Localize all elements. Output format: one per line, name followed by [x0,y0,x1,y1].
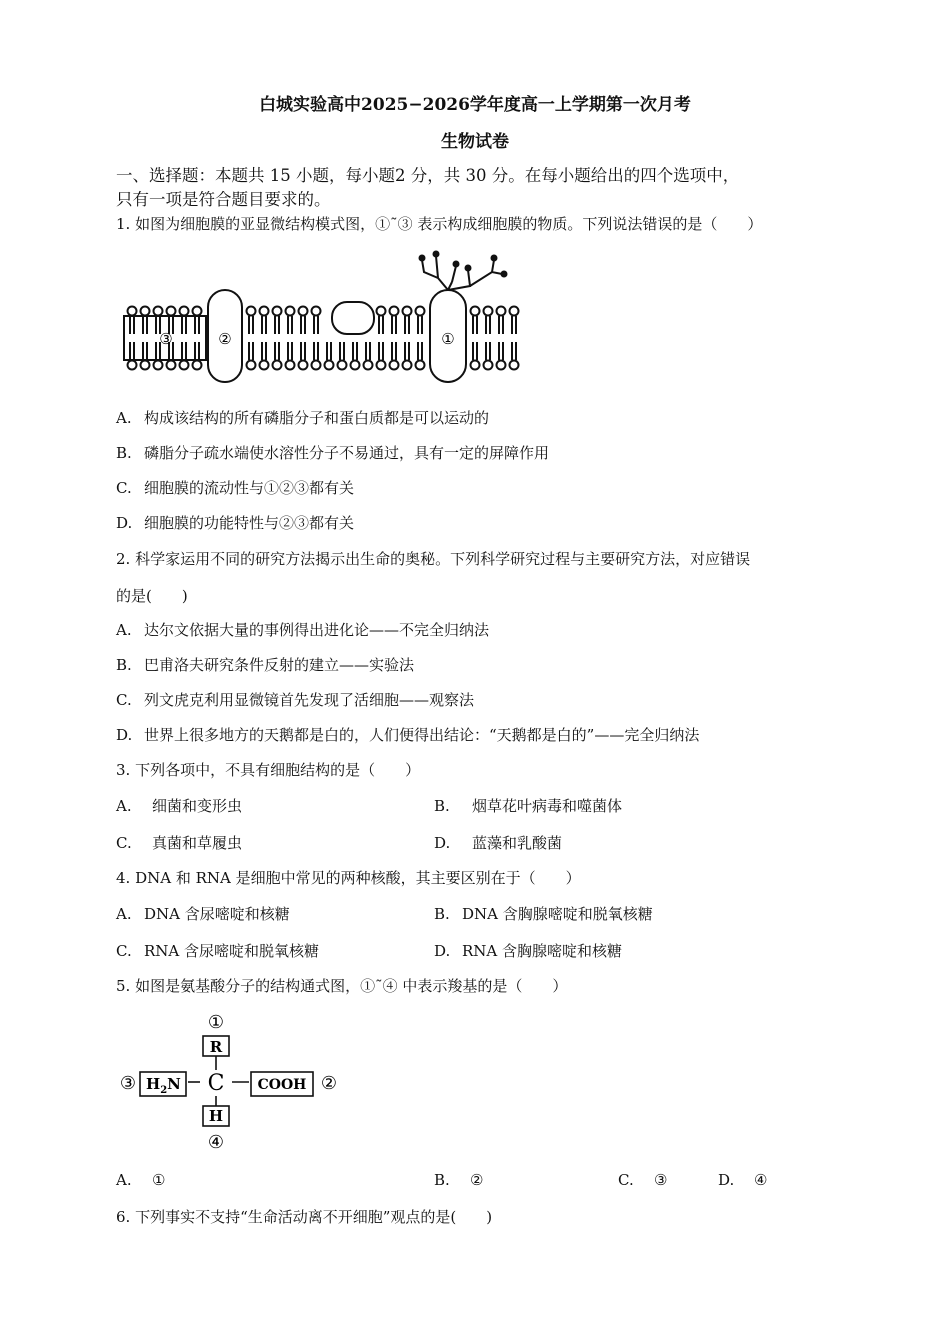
q2-option-d[interactable]: D. 世界上很多地方的天鹅都是白的，人们便得出结论：“天鹅都是白的”——完全归纳法 [116,726,700,744]
cell-membrane-diagram [116,248,526,388]
box-h: H [208,1107,224,1125]
question-2-stem-line2: 的是( ) [116,587,188,605]
exam-subtitle: 生物试卷 [441,132,509,152]
q4-option-b[interactable]: B. DNA 含胸腺嘧啶和脱氧核糖 [434,905,653,923]
q3-option-b[interactable]: B. 烟草花叶病毒和噬菌体 [434,797,623,815]
peripheral-protein [332,302,374,334]
num-2: ② [320,1073,338,1094]
box-r: R [209,1038,223,1056]
exam-title: 白城实验高中2025−2026学年度高一上学期第一次月考 [259,95,691,115]
box-h2n: $H_2N$ [146,1075,181,1096]
q5-option-d[interactable]: D. ④ [718,1171,768,1189]
question-2-stem-line1: 2. 科学家运用不同的研究方法揭示出生命的奥秘。下列科学研究过程与主要研究方法，对应错误 [116,550,751,568]
q5-option-b[interactable]: B. ② [434,1171,484,1189]
question-5-stem: 5. 如图是氨基酸分子的结构通式图，①˜④ 中表示羧基的是（ ） [116,977,568,995]
q1-option-d[interactable]: D. 细胞膜的功能特性与②③都有关 [116,514,355,532]
q5-option-c[interactable]: C. ③ [618,1171,668,1189]
q1-option-b[interactable]: B. 磷脂分子疏水端使水溶性分子不易通过，具有一定的屏障作用 [116,444,550,462]
question-6-stem: 6. 下列事实不支持“生命活动离不开细胞”观点的是( ) [116,1208,493,1226]
q1-option-a[interactable]: A. 构成该结构的所有磷脂分子和蛋白质都是可以运动的 [116,409,490,427]
question-3-stem: 3. 下列各项中，不具有细胞结构的是（ ） [116,761,421,779]
label-2: ② [218,330,232,348]
q3-option-d[interactable]: D. 蓝藻和乳酸菌 [434,834,563,852]
box-cooh: COOH [257,1077,307,1093]
q3-option-a[interactable]: A. 细菌和变形虫 [116,797,243,815]
question-1-stem: 1. 如图为细胞膜的亚显微结构模式图，①˜③ 表示构成细胞膜的物质。下列说法错误的是（ ） [116,215,763,233]
section-heading-line1: 一、选择题：本题共 15 小题，每小题2 分，共 30 分。在每小题给出的四个选项中， [116,166,740,185]
num-3: ③ [119,1073,137,1094]
q5-option-a[interactable]: A. ① [116,1171,166,1189]
label-3: ③ [159,330,173,348]
q2-option-b[interactable]: B. 巴甫洛夫研究条件反射的建立——实验法 [116,656,415,674]
section-heading-line2: 只有一项是符合题目要求的。 [116,190,331,209]
alpha-carbon: C [207,1071,225,1096]
num-4: ④ [207,1132,225,1153]
q4-option-d[interactable]: D. RNA 含胸腺嘧啶和核糖 [434,942,623,960]
num-1: ① [207,1012,225,1033]
amino-acid-diagram [116,1010,346,1155]
question-4-stem: 4. DNA 和 RNA 是细胞中常见的两种核酸，其主要区别在于（ ） [116,869,581,887]
q1-option-c[interactable]: C. 细胞膜的流动性与①②③都有关 [116,479,355,497]
q4-option-c[interactable]: C. RNA 含尿嘧啶和脱氧核糖 [116,942,320,960]
label-1: ① [441,330,455,348]
q2-option-a[interactable]: A. 达尔文依据大量的事例得出进化论——不完全归纳法 [116,621,490,639]
q2-option-c[interactable]: C. 列文虎克利用显微镜首先发现了活细胞——观察法 [116,691,475,709]
q3-option-c[interactable]: C. 真菌和草履虫 [116,834,243,852]
q4-option-a[interactable]: A. DNA 含尿嘧啶和核糖 [116,905,290,923]
